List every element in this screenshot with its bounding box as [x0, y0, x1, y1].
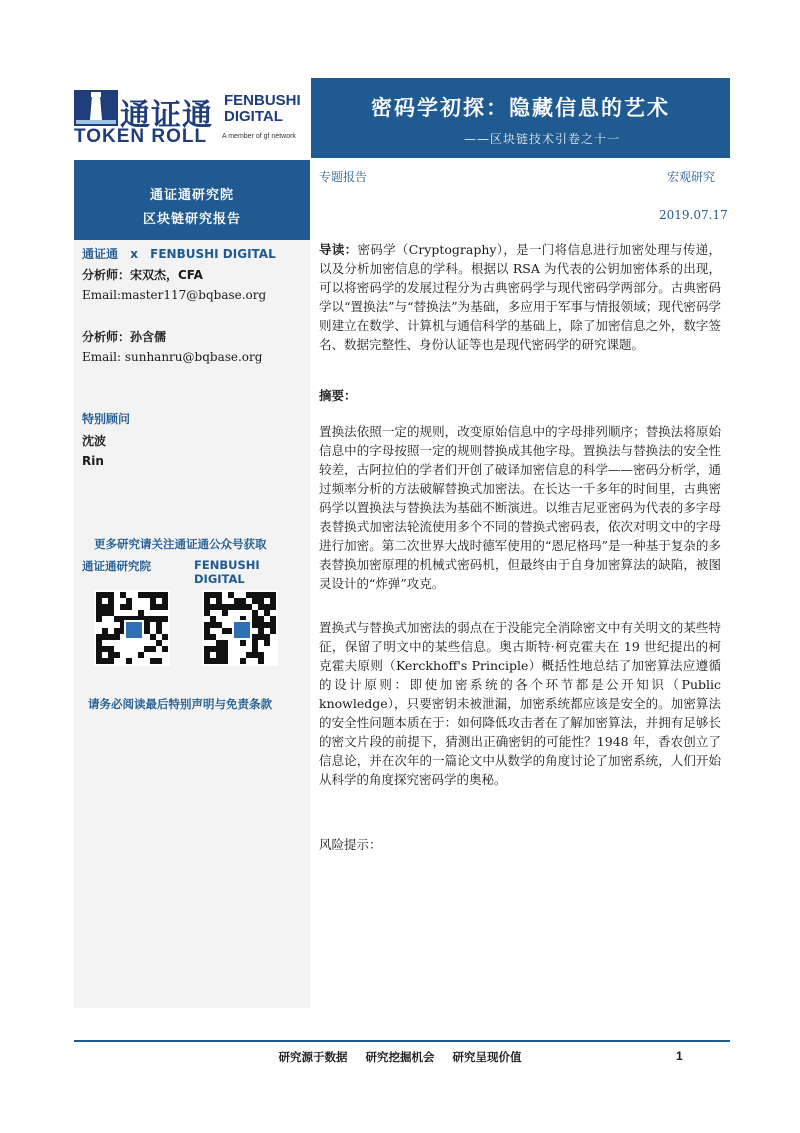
disclaimer-note[interactable]: 请务必阅读最后特别声明与免责条款	[88, 697, 272, 711]
footer-divider	[74, 1040, 730, 1042]
company-logo	[74, 90, 310, 150]
logo-text-cn: 通证通	[120, 98, 213, 133]
analyst-2-email[interactable]: Email: sunhanru@bqbase.org	[82, 350, 263, 364]
org-right: FENBUSHI DIGITAL	[150, 247, 276, 261]
page-number: 1	[676, 1049, 683, 1063]
advisor-2: Rin	[82, 454, 104, 468]
summary-label: 摘要：	[319, 388, 357, 403]
analyst-1-email[interactable]: Email:master117@bqbase.org	[82, 288, 267, 302]
qr-code-right	[202, 590, 278, 666]
logo-member-text: A member of gf network	[222, 133, 296, 140]
logo-digital: DIGITAL	[224, 108, 283, 125]
intro-text: 密码学（Cryptography），是一门将信息进行加密处理与传递，以及分析加密信息的学科。根据以 RSA 为代表的公钥加密体系的出现，可以将密码学的发展过程分为古典密码学与现代密码学两部分。古典密码学以“置换法”与“替换法”为基础，多应用于军事与情报领域；现代密码学则建立在数学、计算机与通信科学的基础上，除了加密信息之外，数字签名、数据完整性、身份认证等也是现代密码学的研究课题。	[319, 242, 721, 352]
title-banner	[311, 78, 730, 158]
qr-code-left	[94, 590, 170, 666]
risk-label: 风险提示：	[319, 837, 382, 852]
analyst-1: 分析师：宋双杰，CFA	[82, 268, 203, 282]
sidebar-org-line	[82, 245, 276, 262]
advisor-1: 沈波	[82, 434, 107, 448]
summary-paragraph-1: 置换法依照一定的规则，改变原始信息中的字母排列顺序；替换法将原始信息中的字母按照一定的规则替换成其他字母。置换法与替换法的安全性较差，古阿拉伯的学者们开创了破译加密信息的科学——密码分析学，通过频率分析的方法破解替换式加密法。在长达一千多年的时间里，古典密码学以置换法与替换法为基础不断演进。以维吉尼亚密码为代表的多字母表替换式加密法轮流使用多个不同的替换式密码表，依次对明文中的字母进行加密。第二次世界大战时德军使用的“恩尼格玛”是一种基于复杂的多表替换加密原理的机械式密码机，但最终由于自身加密算法的缺陷，被图灵设计的“炸弹”攻克。	[319, 424, 721, 591]
sidebar-report-kind: 区块链研究报告	[142, 212, 241, 227]
analyst-2: 分析师：孙含儒	[82, 330, 167, 344]
report-category: 宏观研究	[667, 170, 716, 184]
footer-slogan: 研究源于数据 研究挖掘机会 研究呈现价值	[278, 1050, 522, 1064]
follow-text: 更多研究请关注通证通公众号获取	[94, 537, 267, 551]
org-left: 通证通	[82, 247, 119, 261]
logo-fenbushi: FENBUSHI	[224, 92, 301, 109]
report-title: 密码学初探：隐藏信息的艺术	[371, 96, 670, 120]
sidebar	[74, 240, 310, 1008]
intro-paragraph	[319, 240, 721, 354]
sidebar-org-name: 通证通研究院	[149, 188, 234, 203]
logo-token-roll: TOKEN ROLL	[74, 126, 208, 147]
qr-logo-icon	[124, 620, 144, 640]
intro-label: 导读：	[319, 242, 358, 257]
advisor-label: 特别顾问	[82, 412, 131, 426]
report-type: 专题报告	[319, 170, 368, 184]
qr-logo-icon	[232, 620, 252, 640]
report-date: 2019.07.17	[659, 208, 728, 222]
org-x: x	[130, 247, 138, 261]
lighthouse-icon	[74, 90, 118, 126]
qr-label-1: 通证通研究院	[82, 559, 151, 573]
sidebar-header	[74, 160, 310, 240]
report-subtitle: ——区块链技术引卷之十一	[463, 132, 620, 146]
qr-label-2: FENBUSHI DIGITAL	[194, 558, 260, 586]
summary-paragraph-2: 置换式与替换式加密法的弱点在于没能完全消除密文中有关明文的某些特征，保留了明文中的某些信息。奥古斯特·柯克霍夫在 19 世纪提出的柯克霍夫原则（Kerckhoff's Principle）概括性地总结了加密算法应遵循的设计原则：即使加密系统的各个环节都是公开知识（Public knowledge），只要密钥未被泄漏，加密系统都应该是安全的。加密算法的安全性问题本质在于：如何降低攻击者在了解加密算法，并拥有足够长的密文片段的前提下，猜测出正确密钥的可能性？1948 年，香农创立了信息论，并在次年的一篇论文中从数学的角度讨论了加密系统，人们开始从科学的角度探究密码学的奥秘。	[319, 620, 721, 787]
